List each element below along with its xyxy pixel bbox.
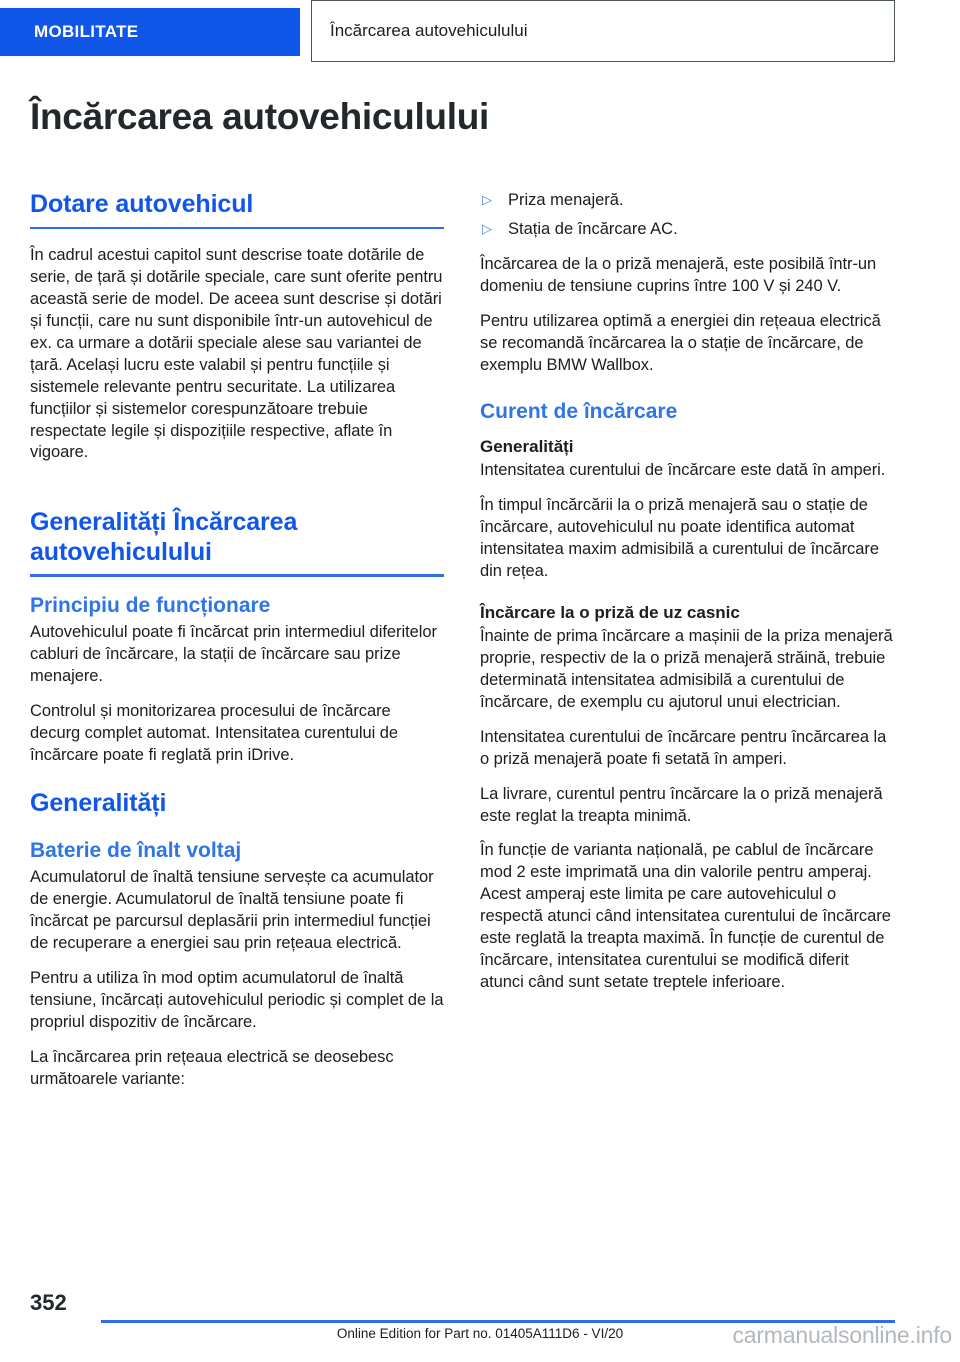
list-item <box>480 219 894 241</box>
heading-principiu-de-functionare: Principiu de funcționare <box>30 593 271 617</box>
paragraph-treapta-minima: La livrare, curentul pentru încărcare la o priză menajeră este reglat la treapta minimă. <box>480 784 883 825</box>
heading-generalitati-curent: Generalități <box>480 436 574 456</box>
running-title-label: Încărcarea autovehiculului <box>330 21 528 40</box>
page-title: Încărcarea autovehiculului <box>30 96 489 137</box>
page-footer <box>0 1284 960 1362</box>
chapter-tab <box>0 8 300 56</box>
paragraph-baterie-3: La încărcarea prin rețeaua electrică se deosebesc următoarele variante: <box>30 1047 394 1088</box>
page-number: 352 <box>30 1290 67 1315</box>
left-column <box>30 190 444 1091</box>
heading-curent-de-incarcare: Curent de încărcare <box>480 399 678 423</box>
paragraph-baterie-2: Pentru a utiliza în mod optim acumulatorul de înaltă tensiune, încărcați autovehiculul periodic și complet de la propriul dispozitiv de încărcare. <box>30 969 444 1031</box>
paragraph-amperi: Intensitatea curentului de încărcare este dată în amperi. <box>480 461 886 479</box>
paragraph-principiu-2: Controlul și monitorizarea procesului de încărcare decurg complet automat. Intensitatea curentului de încărcare poate fi reglată prin iDrive. <box>30 701 399 764</box>
paragraph-baterie-1: Acumulatorul de înaltă tensiune servește ca acumulator de energie. Acumulatorul de înaltă tensiune poate fi încărcat pe parcursul deplasării prin intermediul funcției de recuperare a energiei sau prin rețeaua electrică. <box>30 868 434 953</box>
paragraph-setare-amperi: Intensitatea curentului de încărcare pentru încărcarea la o priză menajeră poate fi setată în amperi. <box>480 727 887 768</box>
heading-baterie-de-inalt-voltaj: Baterie de înalt voltaj <box>30 839 242 863</box>
heading-generalitati-incarcarea: Generalități Încărcarea autovehiculului <box>30 508 298 566</box>
variante-bullet-list <box>480 190 894 241</box>
list-item-label: Stația de încărcare AC. <box>508 219 678 238</box>
paragraph-principiu-1: Autovehiculul poate fi încărcat prin intermediul diferitelor cabluri de încărcare, la stații de încărcare sau prize menajere. <box>30 623 437 685</box>
triangle-bullet-icon: ▷ <box>482 220 492 236</box>
paragraph-priza-tensiune: Încărcarea de la o priză menajeră, este posibilă într-un domeniu de tensiune cuprins între 100 V și 240 V. <box>480 254 877 295</box>
paragraph-varianta-nationala: În funcție de varianta națională, pe cablul de încărcare mod 2 este imprimată una din valorile pentru amperaj. Acest amperaj este limita pe care autovehiculul o respectă atunci când intensitatea curentului de încărcare este reglată la treapta maximă. În funcție de curentul de încărcare, intensitatea curentului se modifică diferit atunci când sunt setate treptele inferioare. <box>480 841 891 992</box>
edition-note: Online Edition for Part no. 01405A111D6 - VI/20 <box>336 1326 624 1341</box>
list-item-label: Priza menajeră. <box>508 191 624 209</box>
heading-dotare-autovehicul: Dotare autovehicul <box>30 190 254 218</box>
right-column <box>480 190 894 1091</box>
running-header <box>0 0 960 64</box>
paragraph-prima-incarcare: Înainte de prima încărcare a mașinii de la priza menajeră proprie, respectiv de la o priză menajeră străină, trebuie determinată intensitatea admisibilă a curentului de încărcare, de exemplu cu ajutorul unui electrician. <box>480 626 893 711</box>
running-title-box <box>311 0 895 62</box>
heading-rule <box>30 227 444 230</box>
heading-rule <box>30 574 444 577</box>
paragraph-dotare-intro: În cadrul acestui capitol sunt descrise toate dotările de serie, de țară și dotările speciale, care sunt oferite pentru această serie de model. De aceea sunt descrise și dotări și funcții, care nu sunt disponibile într-un autovehicul de ex. ca urmare a dotării speciale alese sau variantei de țară. Același lucru este valabil și pentru funcțiile și sistemele relevante pentru securitate. La utilizarea funcțiilor și sistemelor corespunzătoare trebuie respectate legile și dispozițiile respective, aflate în vigoare. <box>30 246 443 462</box>
heading-generalitati: Generalități <box>30 788 167 817</box>
heading-incarcare-priza-casnica: Încărcare la o priză de uz casnic <box>480 602 740 622</box>
watermark: carmanualsonline.info <box>732 1322 952 1348</box>
paragraph-wallbox: Pentru utilizarea optimă a energiei din rețeaua electrică se recomandă încărcarea la o stație de încărcare, de exemplu BMW Wallbox. <box>480 311 881 374</box>
list-item <box>480 190 894 212</box>
triangle-bullet-icon: ▷ <box>482 192 492 207</box>
content-columns <box>0 190 960 1091</box>
paragraph-identificare-automata: În timpul încărcării la o priză menajeră sau o stație de încărcare, autovehiculul nu poate identifica automat intensitatea maxim admisibilă a curentului de încărcare din rețea. <box>480 495 879 580</box>
chapter-tab-label: MOBILITATE <box>34 22 139 41</box>
